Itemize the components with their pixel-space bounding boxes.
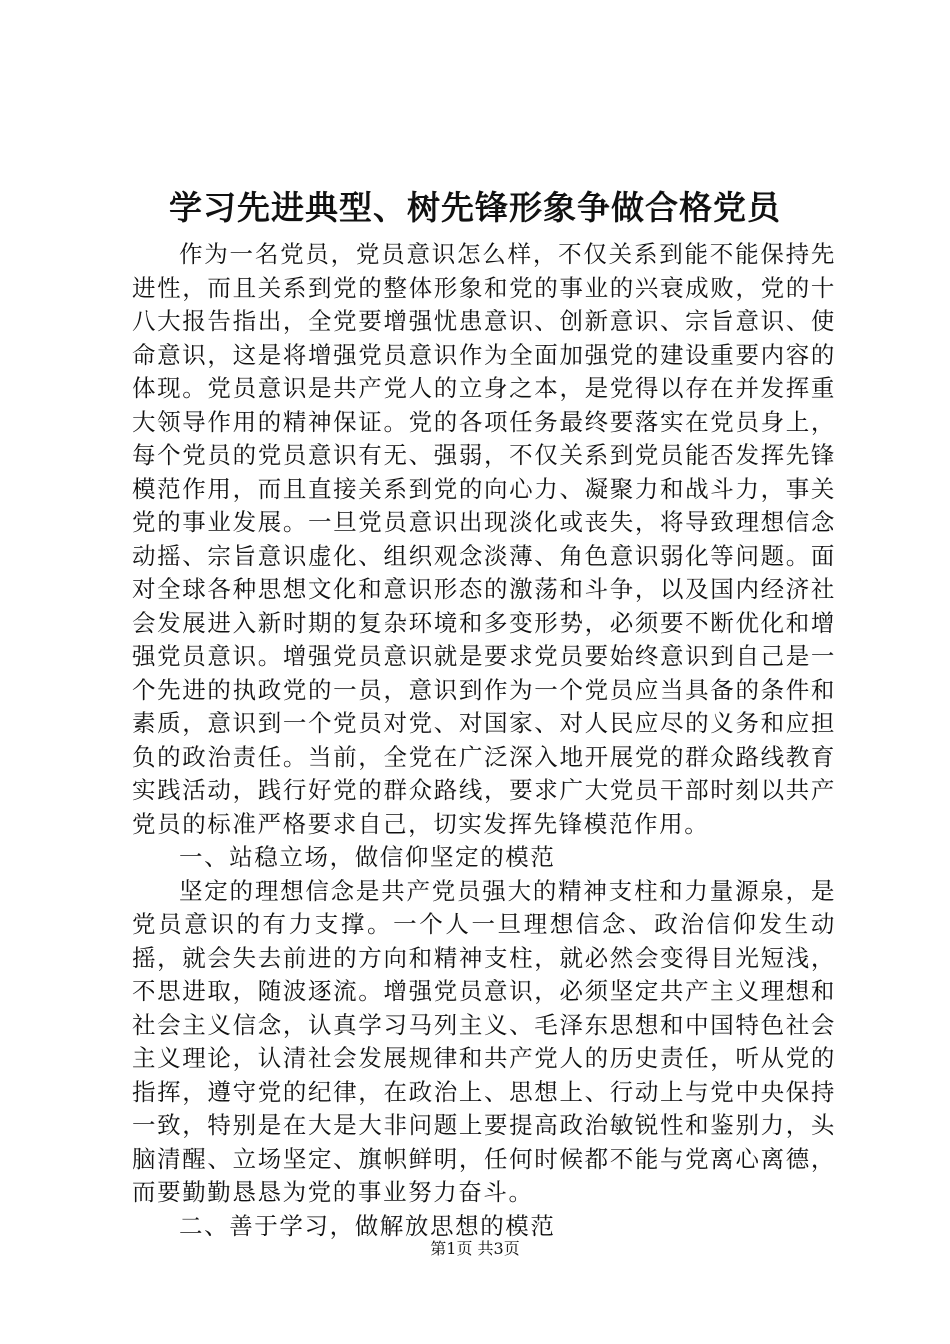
document-title: 学习先进典型、树先锋形象争做合格党员 — [169, 188, 781, 227]
document-body — [132, 238, 836, 1243]
section-heading-2: 二、善于学习，做解放思想的模范 — [179, 1211, 556, 1240]
page-footer: 第1页 共3页 — [430, 1239, 520, 1258]
section-heading-1: 一、站稳立场，做信仰坚定的模范 — [179, 843, 556, 871]
body-paragraph-section-1: 坚定的理想信念是共产党员强大的精神支柱和力量源泉，是党员意识的有力支撑。一个人一旦理想信念、政治信仰发生动摇，就会失去前进的方向和精神支柱，就必然会变得目光短浅，不思进取，随波逐流。增强党员意识，必须坚定共产主义理想和社会主义信念，认真学习马列主义、毛泽东思想和中国特色社会主义理论，认清社会发展规律和共产党人的历史责任，听从党的指挥，遵守党的纪律，在政治上、思想上、行动上与党中央保持一致，特别是在大是大非问题上要提高政治敏锐性和鉴别力，头脑清醒、立场坚定、旗帜鲜明，任何时候都不能与党离心离德，而要勤勤恳恳为党的事业努力奋斗。 — [132, 876, 836, 1206]
body-paragraph-intro: 作为一名党员，党员意识怎么样，不仅关系到能不能保持先进性，而且关系到党的整体形象和党的事业的兴衰成败，党的十八大报告指出，全党要增强忧患意识、创新意识、宗旨意识、使命意识，这是将增强党员意识作为全面加强党的建设重要内容的体现。党员意识是共产党人的立身之本，是党得以存在并发挥重大领导作用的精神保证。党的各项任务最终要落实在党员身上，每个党员的党员意识有无、强弱，不仅关系到党员能否发挥先锋模范作用，而且直接关系到党的向心力、凝聚力和战斗力，事关党的事业发展。一旦党员意识出现淡化或丧失，将导致理想信念动摇、宗旨意识虚化、组织观念淡薄、角色意识弱化等问题。面对全球各种思想文化和意识形态的激荡和斗争，以及国内经济社会发展进入新时期的复杂环境和多变形势，必须要不断优化和增强党员意识。增强党员意识就是要求党员要始终意识到自己是一个先进的执政党的一员，意识到作为一个党员应当具备的条件和素质，意识到一个党员对党、对国家、对人民应尽的义务和应担负的政治责任。当前，全党在广泛深入地开展党的群众路线教育实践活动，践行好党的群众路线，要求广大党员干部时刻以共产党员的标准严格要求自己，切实发挥先锋模范作用。 — [132, 240, 836, 838]
